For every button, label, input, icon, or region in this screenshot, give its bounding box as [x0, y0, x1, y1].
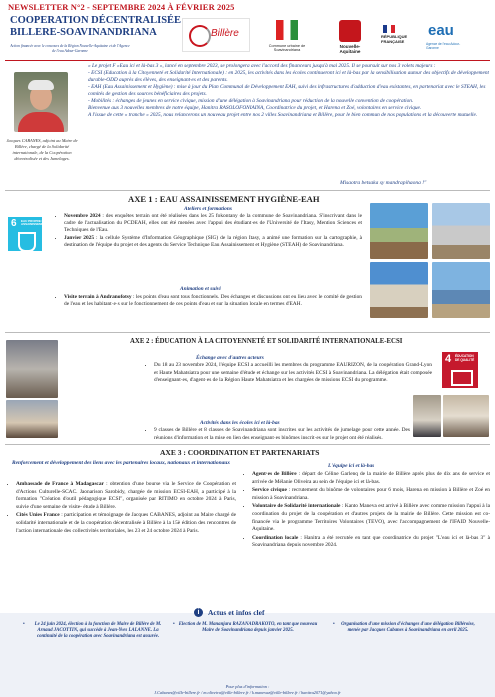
coop-subtitle: Action financée avec le concours de la Région Nouvelle-Aquitaine et de l'Agence de l'eau Adour-Garonne	[10, 44, 130, 53]
axe3-left-list	[8, 481, 236, 536]
list-item	[64, 213, 362, 234]
contact-label: Pour plus d'information :	[225, 684, 270, 689]
list-item	[252, 535, 490, 550]
sdg6-badge	[8, 217, 48, 251]
billere-logo-text: Billère	[211, 28, 239, 39]
edito-p1: « Le projet F «Eau ici et là-bas 3 », lancé en septembre 2023, se prolongera avec l'accord des financeurs jusqu'à mai 2025. Il se poursuit sur nos 3 volets majeurs :	[88, 63, 436, 69]
list-item	[252, 487, 490, 502]
axe3-title: AXE 3 : COORDINATION ET PARTENARIATS	[160, 448, 320, 457]
axe2-list	[146, 362, 432, 386]
list-item	[64, 235, 362, 249]
sdg4-number: 4	[445, 353, 452, 365]
footer-col-1: • Le 24 juin 2024, élection à la fonction de Maire de Billère de M. Arnaud JACOTTIN, qui succède à Jean-Yves LALANNE. La continuité de la coopération avec Soavinandriana est assurée.	[28, 622, 168, 640]
axe1-subtitle-ateliers: Ateliers et formations	[184, 206, 232, 212]
axe1-b2-lead: Janvier 2025	[64, 235, 95, 241]
sdg4-label: ÉDUCATION DE QUALITÉ	[455, 354, 475, 362]
axe2-list-2	[146, 427, 410, 443]
nouvelle-aquitaine-text: Nouvelle-Aquitaine	[339, 44, 361, 54]
portrait-hair	[28, 80, 54, 90]
coop-title-line2: BILLERE-SOAVINANDRIANA	[10, 27, 157, 38]
edito-p4: - Mobilités : échanges de jeunes en service civique, mission d'une délégation à Soavinandriana pour réduction de la nouvelle convention de coopération.	[88, 98, 414, 104]
sdg6-number: 6	[11, 218, 17, 229]
axe3-r3-lead: Volontaire de Solidarité internationale	[252, 503, 341, 510]
portrait-caption: Jacques CABANES, adjoint au Maire de Billère, chargé de la Solidarité internationale, de la Coopération décentralisée et des Jumelages.	[6, 138, 78, 161]
axe2-title: AXE 2 : ÉDUCATION À LA CITOYENNETÉ ET SOLIDARITÉ INTERNATIONALE-ECSI	[130, 338, 403, 345]
axe1-b2-text: : la cellule Système d'Information Géographique (SIG) de la région Itasy, a animé une formation sur la cartographie, à destination de l'équipe du projet et des agents du Service Technique Eau Assainissement et Hygiène (STEAH) de Soavinandriana.	[64, 235, 362, 248]
list-item	[252, 471, 490, 486]
billere-ring-icon	[189, 25, 211, 47]
photo-water-point-4	[432, 262, 490, 318]
portrait-photo	[14, 72, 68, 132]
madagascar-flag-icon	[276, 20, 298, 40]
edito-p3: - EAH (Eau Assainissement et Hygiène) : mise à jour du Plan Communal de Développement EAH, suivi des infrastructures d'adduction d'eau existantes, en partenariat avec le STEAH, les comités de gestion des sources bénéficiaires des projets.	[88, 84, 486, 97]
footer-col-3: • Organisation d'une mission d'échanges d'une délégation Billéroise, menée par Jacques Cabanes à Soavinandriana en avril 2025.	[338, 622, 478, 634]
coop-title	[10, 15, 181, 39]
sdg6-label: EAU PROPRE ET ASSAINISSEMENT	[21, 219, 48, 227]
list-item	[64, 294, 362, 308]
edito-p2: - ECSI (Education à la Citoyenneté et Solidarité Internationale) : en 2025, les activités dans les écoles continueront ici et là-bas par la sensibilisation autour des objectifs de développement durable-ODD auprès des élèves, des enseignant·es et des parents.	[88, 70, 489, 83]
eau-subtext: Agence de l'eau Adour-Garonne	[426, 42, 461, 50]
list-item	[154, 427, 410, 442]
rf-text: RÉPUBLIQUE FRANÇAISE	[381, 34, 408, 44]
portrait-shirt	[18, 112, 64, 132]
axe1-list-2	[56, 294, 362, 309]
axe3-r1-text: : départ de Céline Garlenq de la mairie de Billère après plus de dix ans de service et arrivée de Mélanie Oliveira au sein de l'équipe ici et là-bas.	[252, 471, 490, 485]
axe1-b1-text: : des enquêtes terrain ont été réalisées dans les 25 fokontany de la commune de Soavinandriana. S'inscrivant dans le cadre de l'actualisation du PCDEAH, elles ont été menées avec l'appui des étudiant·es de l'Université de l'Itasy, Mention Sciences et Techniques de l'Eau.	[64, 213, 363, 233]
lion-icon	[339, 20, 361, 42]
commune-logo	[256, 14, 318, 58]
photo-ecsi-meeting	[6, 340, 58, 398]
edito-text	[88, 63, 492, 119]
commune-logo-text: Commune urbaine de Soavinandriana	[268, 44, 306, 52]
photo-class-2	[443, 395, 489, 437]
axe1-b3-lead: Visite terrain à Andranofotsy	[64, 294, 132, 300]
contact-block	[0, 684, 495, 695]
divider-axe3	[5, 444, 490, 445]
header-divider	[5, 60, 490, 61]
axe3-r3-text: : Kanto Maneva est arrivé à Billère avec comme mission l'appui à la coordination du projet de la coopération et d'autres projets de la mairie de Billère. Cette mission est co-financée via le programme Territoires Volontaires (TEVO), avec l'accompagnement de l'IFAID Nouvelle-Aquitaine.	[252, 503, 490, 533]
axe3-r4-text: : Hanitra a été recrutée en tant que coordinatrice du projet "L'eau ici et là-bas 3" à Soavinandriana depuis novembre 2024.	[252, 534, 491, 549]
axe3-l2-lead: Cités Unies France	[16, 512, 60, 519]
axe1-subtitle-suivi: Animation et suivi	[180, 286, 221, 292]
axe3-r2-text: : recrutement du binôme de volontaires pour 6 mois, Harena en mission à Billère et Zoé en mission à Soavinandriana.	[252, 487, 490, 501]
axe2-b1-text: Du 18 au 23 novembre 2024, l'équipe ECSI a accueilli les membres du programme EAURIZON, de la coopération Grand-Lyon et Haute Mahatsiatra pour une semaine d'étude et échange sur les activités ECSI à Soavinandriana. La délégation était composée d'enseignant·es, d'agent·es de la Région Haute Mahatsiatra et les chargées de missions ECSI du programme.	[154, 362, 432, 384]
agence-eau-logo	[424, 20, 464, 56]
axe3-right-list	[244, 471, 490, 551]
axe3-l2-text: : participation et témoignage de Jacques CABANES, adjoint au Maire chargé de solidarité internationale et de la coopération décentralisée à Billère à la 15è édition des rencontres de l'action internationale des collectivités territoriales, les 23 et 24 octobre 2024 à Paris.	[16, 512, 236, 534]
list-item	[252, 503, 490, 533]
contact-emails[interactable]: J.Cabanes@ville-billere.fr / m.oliveira@ville-billere.fr / k.manevaz@ville-billere.fr / hanitra2071@yahoo.fr	[154, 689, 341, 695]
axe3-r4-lead: Coordination locale	[252, 534, 299, 541]
eau-text: eau	[428, 22, 454, 39]
axe3-l1-lead: Ambassade de France à Madagascar	[16, 481, 104, 487]
divider-axe1	[5, 190, 490, 191]
axe3-r1-lead: Agent·es de Billère	[252, 471, 297, 477]
edito-signature: Misaotra betsaka sy mandrapihaona !"	[340, 180, 427, 186]
french-flag-icon	[383, 25, 395, 33]
list-item	[16, 481, 236, 511]
axe3-r2-lead: Service civique	[252, 487, 287, 494]
water-glass-icon	[18, 232, 36, 252]
list-item	[16, 512, 236, 535]
photo-water-point-2	[432, 203, 490, 259]
footer-col-2: • Election de M. Mananjara RAZANADRAKOTO, en tant que nouveau Maire de Soavinandriana depuis janvier 2025.	[178, 622, 318, 634]
book-icon	[451, 370, 473, 386]
photo-ecsi-group	[6, 400, 58, 438]
divider-axe2	[5, 332, 490, 333]
billere-logo	[182, 18, 250, 52]
newsletter-title: NEWSLETTER N°2 - SEPTEMBRE 2024 À FÉVRIER 2025	[8, 2, 235, 12]
axe1-title: AXE 1 : EAU ASSAINISSEMENT HYGIÈNE-EAH	[128, 194, 320, 204]
photo-water-point-3	[370, 262, 428, 318]
axe3-left-subtitle: Renforcement et développement des liens avec les partenaires locaux, nationaux et internationaux	[11, 460, 230, 466]
axe3-right-subtitle: L'équipe ici et là-bas	[328, 463, 375, 469]
axe2-b2-text: 9 classes de Billère et 8 classes de Soavinandriana sont inscrites sur les activités de jumelage pour cette année. Des réunions d'information et la mise en lien des enseignant·es binômes inscrit·es sur le projet ont été réalisés.	[154, 427, 410, 441]
coop-title-line1: COOPERATION DÉCENTRALISÉE	[10, 15, 182, 26]
axe1-list	[56, 213, 362, 250]
axe2-subtitle-echange: Échange avec d'autres acteurs	[196, 355, 264, 361]
edito-p5: Bienvenue aux 3 nouvelles membres de notre équipe, Hanitra RASOLOFONIAINA, Coordinatrice du projet, et Harena et Zoé, volontaires en service civique.	[88, 105, 422, 111]
republique-francaise-logo	[377, 22, 417, 58]
photo-water-point-1	[370, 203, 428, 259]
axe2-subtitle-ecoles: Activités dans les écoles ici et là-bas	[200, 420, 280, 426]
axe1-b1-lead: Novembre 2024	[64, 213, 101, 219]
list-item	[154, 362, 432, 385]
actus-title: Actus et infos clef	[208, 608, 265, 617]
sdg4-badge	[442, 352, 478, 388]
axe3-l1-text: : obtention d'une bourse via le Service de Coopération et d'Actions Culturelle-SCAC. Jaonarison Sarobidy, chargée de mission ECSI-EAH, a participé à la formation "Création d'outil pédagogique ECSI", organisée par RITIMO en octobre 2024 à Paris, suivie d'une semaine de visite- étude à Billère.	[16, 481, 236, 510]
photo-class-1	[413, 395, 441, 437]
axe1-b3-text: : les points d'eau sont tous fonctionnels. Des échanges et discussions ont eu lieu avec le comité de gestion de l'eau et les habitant·e·s sur le fonctionnement de ces points d'eau et sur la situation locale en termes d'EAH.	[64, 294, 362, 307]
info-icon: i	[194, 608, 203, 617]
nouvelle-aquitaine-logo	[330, 16, 370, 60]
edito-p6: A l'issue de cette « tranche » 2025, nous relancerons un nouveau projet entre nos 2 villes Soavinandriana et Billère, pour le bien commun de nos populations et la découverte mutuelle.	[88, 112, 478, 118]
